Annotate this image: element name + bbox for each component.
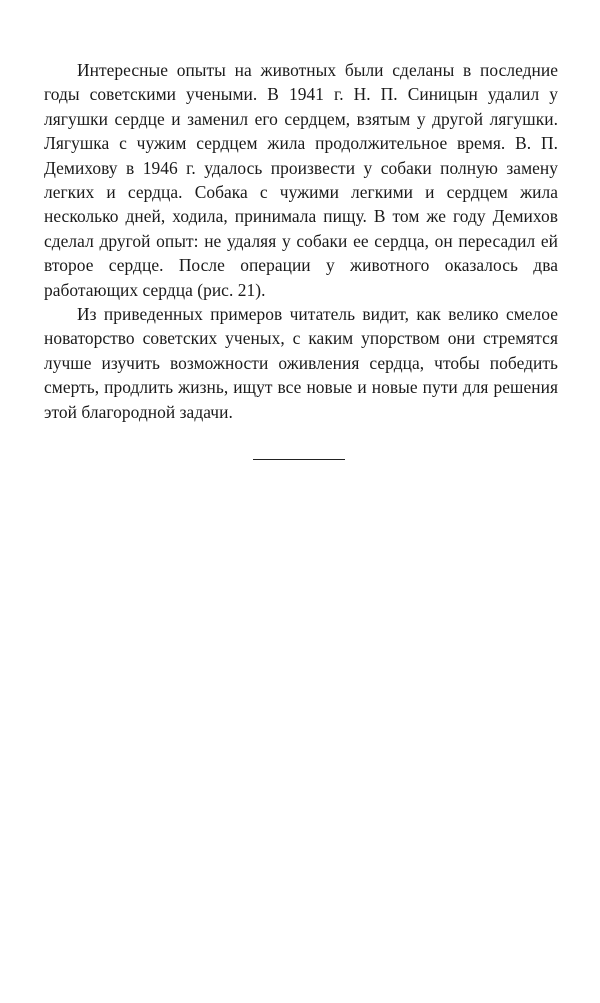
text-block [44, 58, 558, 424]
paragraph-conclusion: Из приведенных примеров читатель видит, как велико смелое новаторство советских ученых, с каким упорством они стремятся лучше изучить возможности оживления сердца, чтобы победить смерть, продлить жизнь, ищут все новые и новые пути для решения этой благородной задачи. [44, 304, 558, 422]
paragraph-experiments: Интересные опыты на животных были сделаны в последние годы советскими учеными. В 1941 г. Н. П. Синицын удалил у лягушки сердце и заменил его сердцем, взятым у другой лягушки. Лягушка с чужим сердцем жила продолжительное время. В. П. Демихову в 1946 г. удалось произвести у собаки полную замену легких и сердца. Собака с чужими легкими и сердцем жила несколько дней, ходила, принимала пищу. В том же году Демихов сделал другой опыт: не удаляя у собаки ее сердца, он пересадил ей второе сердце. После операции у животного оказалось два работающих сердца (рис. 21). [44, 60, 558, 300]
section-end-rule [253, 459, 345, 460]
